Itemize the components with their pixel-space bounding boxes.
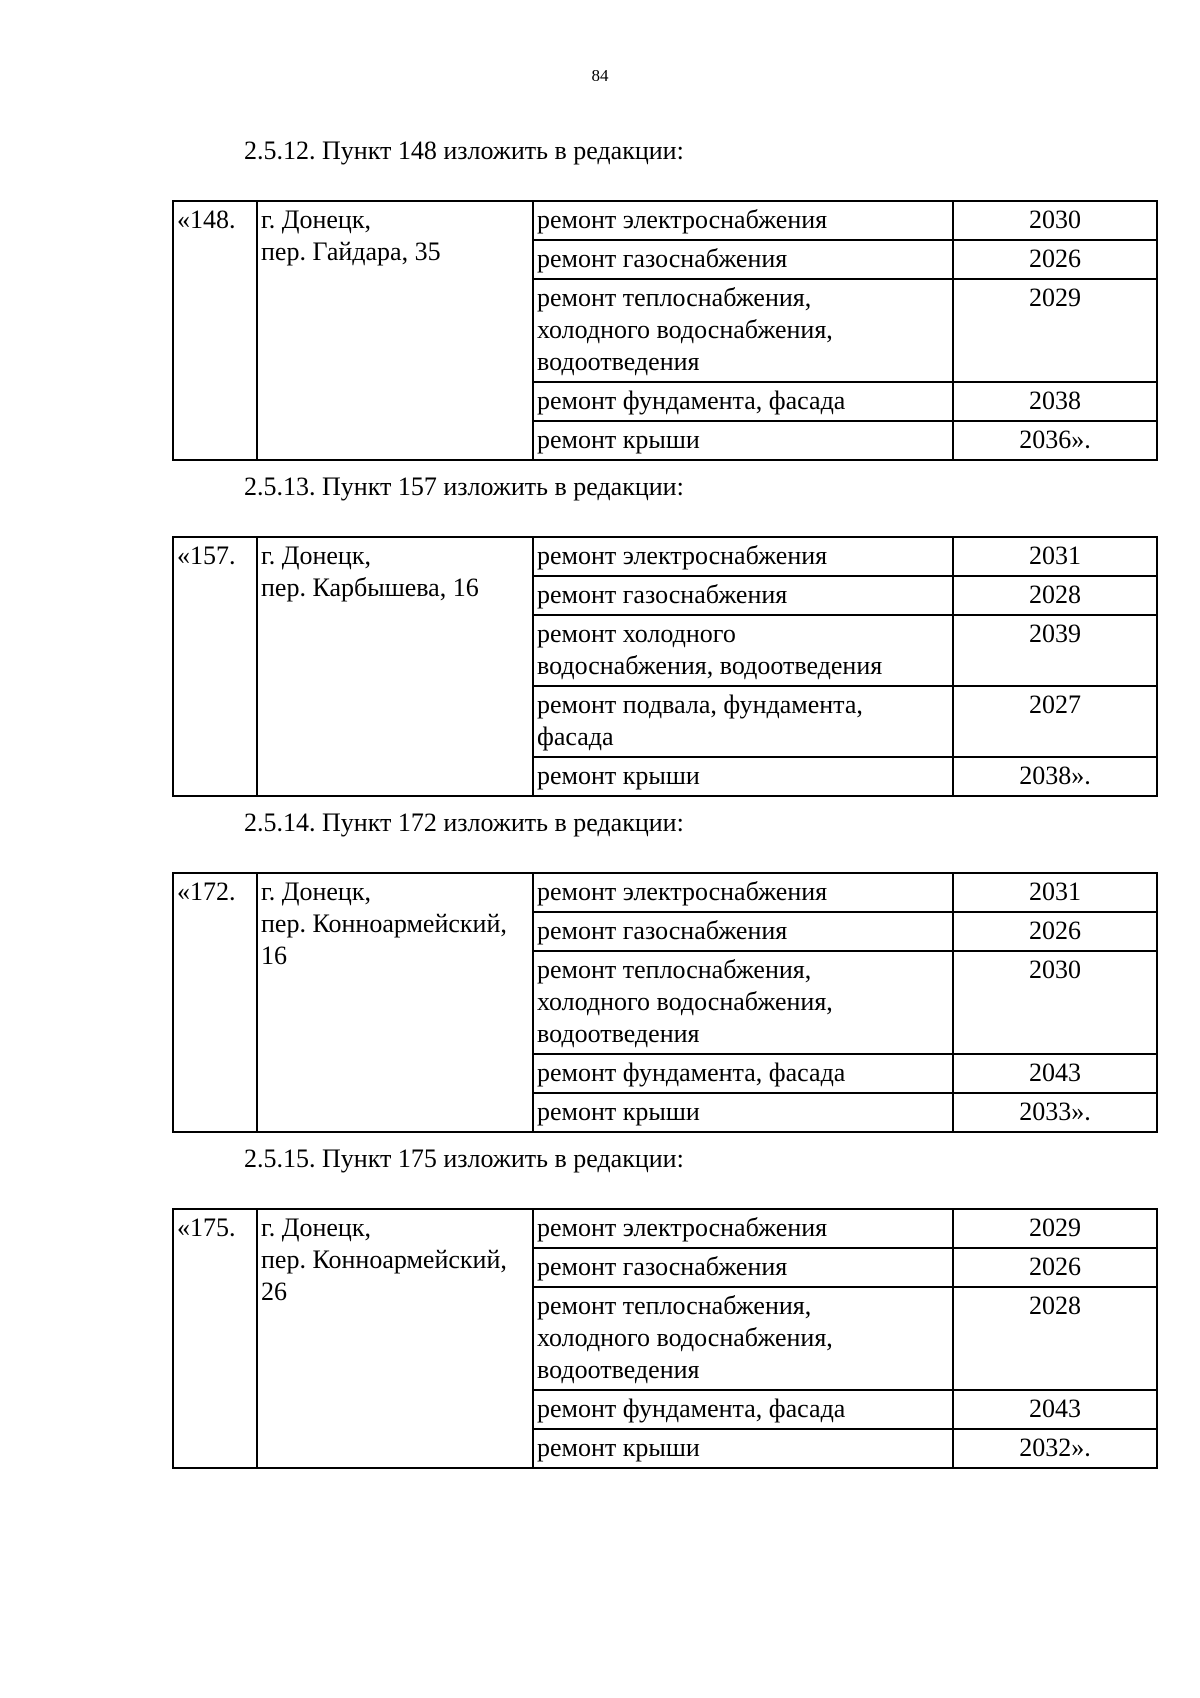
- address-line: пер. Конноармейский,: [261, 1245, 507, 1274]
- work-type-line: ремонт газоснабжения: [537, 244, 788, 273]
- work-type-line: водоотведения: [537, 1355, 700, 1384]
- work-type-line: ремонт крыши: [537, 1097, 700, 1126]
- work-type-line: холодного водоснабжения,: [537, 315, 833, 344]
- work-type-cell: [533, 757, 953, 796]
- address-line: 16: [261, 941, 287, 970]
- address-cell: [257, 873, 533, 1132]
- year-cell: 2029: [953, 279, 1157, 382]
- repair-schedule-table: [172, 200, 1158, 461]
- amendment-section: [172, 472, 1158, 797]
- work-type-cell: [533, 686, 953, 757]
- work-type-cell: [533, 1093, 953, 1132]
- work-type-line: ремонт крыши: [537, 1433, 700, 1462]
- year-cell: 2030: [953, 201, 1157, 240]
- work-type-line: ремонт холодного: [537, 619, 736, 648]
- year-cell: 2039: [953, 615, 1157, 686]
- amendment-section: [172, 808, 1158, 1133]
- work-type-line: ремонт теплоснабжения,: [537, 1291, 812, 1320]
- repair-schedule-table: [172, 1208, 1158, 1469]
- work-type-line: ремонт подвала, фундамента,: [537, 690, 863, 719]
- address-cell: [257, 201, 533, 460]
- work-type-line: ремонт крыши: [537, 425, 700, 454]
- work-type-line: ремонт крыши: [537, 761, 700, 790]
- work-type-line: ремонт теплоснабжения,: [537, 955, 812, 984]
- work-type-cell: [533, 1209, 953, 1248]
- table-row: [173, 1209, 1157, 1248]
- address-line: г. Донецк,: [261, 1213, 371, 1242]
- page-number: 84: [591, 66, 609, 85]
- work-type-line: ремонт фундамента, фасада: [537, 1058, 846, 1087]
- year-cell: 2043: [953, 1054, 1157, 1093]
- address-line: г. Донецк,: [261, 541, 371, 570]
- work-type-line: ремонт газоснабжения: [537, 916, 788, 945]
- work-type-cell: [533, 382, 953, 421]
- work-type-cell: [533, 421, 953, 460]
- table-row: [173, 873, 1157, 912]
- address-line: г. Донецк,: [261, 877, 371, 906]
- work-type-cell: [533, 537, 953, 576]
- year-cell: 2031: [953, 537, 1157, 576]
- section-heading: 2.5.15. Пункт 175 изложить в редакции:: [244, 1144, 684, 1173]
- work-type-cell: [533, 951, 953, 1054]
- work-type-line: ремонт электроснабжения: [537, 877, 828, 906]
- item-number: «172.: [173, 873, 257, 1132]
- work-type-cell: [533, 1429, 953, 1468]
- work-type-line: водоснабжения, водоотведения: [537, 651, 883, 680]
- year-cell: 2043: [953, 1390, 1157, 1429]
- work-type-line: холодного водоснабжения,: [537, 1323, 833, 1352]
- year-cell: 2038: [953, 382, 1157, 421]
- table-row: [173, 537, 1157, 576]
- work-type-cell: [533, 912, 953, 951]
- year-cell: 2030: [953, 951, 1157, 1054]
- year-cell: 2028: [953, 576, 1157, 615]
- amendment-section: [172, 136, 1158, 461]
- work-type-cell: [533, 873, 953, 912]
- work-type-line: ремонт электроснабжения: [537, 205, 828, 234]
- address-line: 26: [261, 1277, 287, 1306]
- repair-schedule-table: [172, 872, 1158, 1133]
- year-cell: 2026: [953, 1248, 1157, 1287]
- year-cell: 2033».: [953, 1093, 1157, 1132]
- item-number: «175.: [173, 1209, 257, 1468]
- address-line: пер. Конноармейский,: [261, 909, 507, 938]
- work-type-cell: [533, 576, 953, 615]
- work-type-cell: [533, 1054, 953, 1093]
- work-type-cell: [533, 279, 953, 382]
- work-type-line: ремонт фундамента, фасада: [537, 1394, 846, 1423]
- address-cell: [257, 1209, 533, 1468]
- work-type-cell: [533, 240, 953, 279]
- work-type-line: ремонт фундамента, фасада: [537, 386, 846, 415]
- year-cell: 2038».: [953, 757, 1157, 796]
- address-line: г. Донецк,: [261, 205, 371, 234]
- work-type-line: ремонт газоснабжения: [537, 1252, 788, 1281]
- address-cell: [257, 537, 533, 796]
- section-heading: 2.5.13. Пункт 157 изложить в редакции:: [244, 472, 684, 501]
- work-type-cell: [533, 1390, 953, 1429]
- year-cell: 2028: [953, 1287, 1157, 1390]
- work-type-line: водоотведения: [537, 347, 700, 376]
- work-type-line: холодного водоснабжения,: [537, 987, 833, 1016]
- year-cell: 2031: [953, 873, 1157, 912]
- address-line: пер. Карбышева, 16: [261, 573, 479, 602]
- item-number: «148.: [173, 201, 257, 460]
- work-type-line: водоотведения: [537, 1019, 700, 1048]
- year-cell: 2036».: [953, 421, 1157, 460]
- work-type-line: ремонт электроснабжения: [537, 541, 828, 570]
- work-type-line: ремонт теплоснабжения,: [537, 283, 812, 312]
- work-type-cell: [533, 1248, 953, 1287]
- section-heading: 2.5.14. Пункт 172 изложить в редакции:: [244, 808, 684, 837]
- work-type-cell: [533, 201, 953, 240]
- repair-schedule-table: [172, 536, 1158, 797]
- year-cell: 2027: [953, 686, 1157, 757]
- amendment-section: [172, 1144, 1158, 1469]
- year-cell: 2026: [953, 912, 1157, 951]
- work-type-line: ремонт электроснабжения: [537, 1213, 828, 1242]
- year-cell: 2026: [953, 240, 1157, 279]
- address-line: пер. Гайдара, 35: [261, 237, 441, 266]
- year-cell: 2032».: [953, 1429, 1157, 1468]
- section-heading: 2.5.12. Пункт 148 изложить в редакции:: [244, 136, 684, 165]
- year-cell: 2029: [953, 1209, 1157, 1248]
- table-row: [173, 201, 1157, 240]
- item-number: «157.: [173, 537, 257, 796]
- work-type-line: ремонт газоснабжения: [537, 580, 788, 609]
- work-type-cell: [533, 1287, 953, 1390]
- work-type-cell: [533, 615, 953, 686]
- work-type-line: фасада: [537, 722, 614, 751]
